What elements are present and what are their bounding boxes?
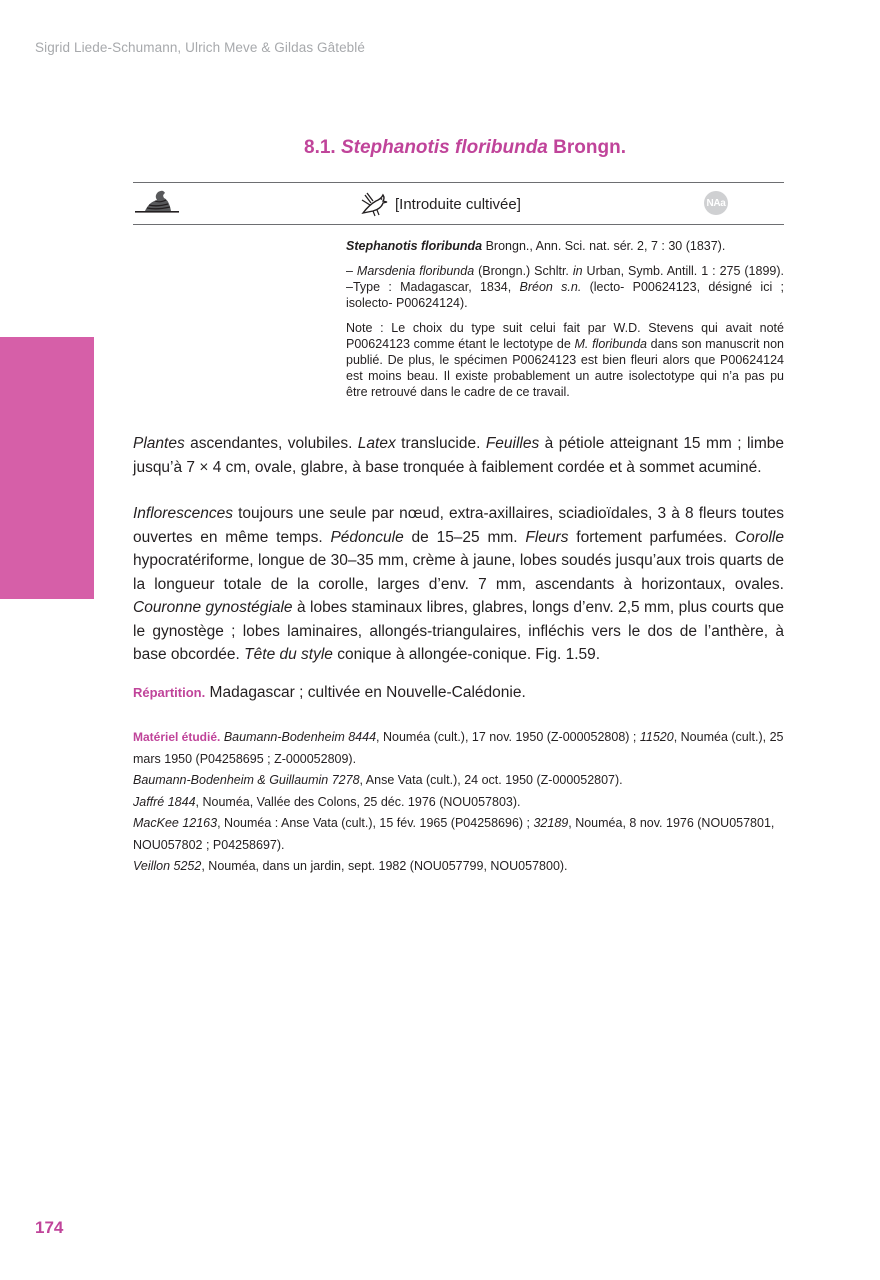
text-run-1: , Nouméa, dans un jardin, sept. 1982 (NOU057799, NOU057800). xyxy=(201,859,568,873)
distribution-text: Madagascar ; cultivée en Nouvelle-Calédonie. xyxy=(205,684,526,701)
synonym-citation xyxy=(346,263,784,311)
text-run-3: de 15–25 mm. xyxy=(403,528,526,546)
text-run-7: hypocratériforme, longue de 30–35 mm, crème à jaune, lobes soudés jusqu’aux trois quarts de la longueur totale de la corolle, larges d’env. 7 mm, ascendants à horizontaux, ovales. xyxy=(133,552,784,593)
status-label: [Introduite cultivée] xyxy=(395,195,521,213)
status-bar xyxy=(133,182,784,225)
text-run-3: translucide. xyxy=(395,435,486,452)
section-title xyxy=(0,137,880,159)
synonym-in: in xyxy=(572,264,583,278)
italic-run-2: 32189 xyxy=(533,816,569,830)
italic-run-2: 11520 xyxy=(639,730,674,744)
italic-run-10: Tête du style xyxy=(244,646,333,663)
note-start: Note : Le choix du type suit celui fait par W.D. Stevens qui avait noté P00624123 comme étant le lectotype de xyxy=(346,321,784,351)
page-number: 174 xyxy=(35,1218,64,1237)
description-paragraph-1 xyxy=(133,432,784,479)
italic-run-4: Feuilles xyxy=(485,435,540,452)
italic-run-0: Plantes xyxy=(133,435,185,452)
distribution-label: Répartition. xyxy=(133,685,206,700)
type-note xyxy=(346,320,784,400)
distribution xyxy=(133,681,784,705)
italic-run-0: Baumann-Bodenheim 8444 xyxy=(223,730,377,744)
italic-run-8: Couronne gynostégiale xyxy=(133,599,293,616)
note-name: M. floribunda xyxy=(574,337,647,351)
section-species-name: Stephanotis floribunda xyxy=(340,137,548,158)
text-run-1: , Nouméa, Vallée des Colons, 25 déc. 1976 (NOU057803). xyxy=(195,794,521,809)
italic-run-2: Latex xyxy=(357,435,396,452)
section-authority: Brongn. xyxy=(553,137,626,158)
italic-run-2: Pédoncule xyxy=(330,528,404,546)
status-center xyxy=(359,190,521,218)
synonym-name: Marsdenia floribunda xyxy=(356,264,475,278)
type-collector: Bréon s.n. xyxy=(519,280,582,294)
synonym-citation-text: Urban, Symb. Antill. 1 : 275 (1899). –Type : Madagascar, 1834, xyxy=(346,264,784,294)
italic-run-6: Corolle xyxy=(734,528,784,546)
text-run-5: à pétiole atteignant 15 mm ; limbe jusqu’à 7 × 4 cm, ovale, glabre, à base tronquée à faiblement cordée et à sommet acuminé. xyxy=(133,435,784,476)
material-line-3 xyxy=(133,792,784,814)
material-examined xyxy=(133,727,784,878)
accepted-name: Stephanotis floribunda xyxy=(346,239,483,253)
section-number: 8.1. xyxy=(304,137,336,158)
italic-run-0: Inflorescences xyxy=(133,505,233,522)
description-vegetative xyxy=(133,432,784,479)
liana-habit-icon xyxy=(135,189,179,217)
text-run-5: fortement parfumées. xyxy=(568,528,735,546)
text-run-1: ascendantes, volubiles. xyxy=(184,435,358,452)
italic-run-0: MacKee 12163 xyxy=(133,816,218,830)
note-end: dans son manuscrit non publié. De plus, le spécimen P00624123 est bien fleuri alors que P00624124 est moins beau. Il existe probablement un autre isolectotype qui n’a pas pu être retrouvé dans le cadre de ce travail. xyxy=(346,337,784,399)
synonym-authority: (Brongn.) Schltr. xyxy=(474,264,573,278)
text-run-11: conique à allongée-conique. Fig. 1.59. xyxy=(332,646,601,663)
italic-run-4: Fleurs xyxy=(525,528,569,546)
material-line-1 xyxy=(133,727,784,770)
italic-run-0: Veillon 5252 xyxy=(133,859,202,873)
text-run-3: , Nouméa, 8 nov. 1976 (NOU057801, NOU057802 ; P04258697). xyxy=(133,816,775,852)
text-run-1: , Nouméa : Anse Vata (cult.), 15 fév. 1965 (P04258696) ; xyxy=(217,816,534,830)
synonym-dash: – xyxy=(346,264,357,278)
italic-run-0: Baumann-Bodenheim & Guillaumin 7278 xyxy=(133,773,360,787)
material-line-4 xyxy=(133,813,784,856)
material-line-2 xyxy=(133,770,784,792)
material-label: Matériel étudié. xyxy=(133,730,221,744)
text-run-1: toujours une seule par nœud, extra-axillaires, sciadioïdales, 3 à 8 fleurs toutes ouvertes en même temps. xyxy=(133,505,784,546)
bird-icon xyxy=(359,191,389,217)
text-run-1: , Anse Vata (cult.), 24 oct. 1950 (Z-000052807). xyxy=(359,773,623,787)
description-reproductive xyxy=(133,502,784,667)
material-line-1-text xyxy=(133,730,783,766)
italic-run-0: Jaffré 1844 xyxy=(133,794,196,809)
text-run-9: à lobes staminaux libres, glabres, longs d’env. 2,5 mm, plus courts que le gynostège ; lobes laminaires, allongés-triangulaires, infléchis vers le dos de l’anthère, à base obcordée. xyxy=(133,599,784,663)
accepted-name-citation xyxy=(346,238,784,254)
running-header: Sigrid Liede-Schumann, Ulrich Meve & Gildas Gâteblé xyxy=(35,40,366,55)
text-run-1: , Nouméa (cult.), 17 nov. 1950 (Z-000052808) ; xyxy=(376,730,640,744)
naa-status-badge: NAa xyxy=(704,191,728,215)
accepted-citation: Brongn., Ann. Sci. nat. sér. 2, 7 : 30 (1837). xyxy=(482,239,726,253)
nomenclature-block xyxy=(346,238,784,409)
text-run-3: , Nouméa (cult.), 25 mars 1950 (P04258695 ; Z-000052809). xyxy=(133,730,784,766)
material-line-5 xyxy=(133,856,784,878)
chapter-side-tab xyxy=(0,337,94,599)
description-paragraph-2 xyxy=(133,502,784,667)
type-details: (lecto- P00624123, désigné ici ; isolecto- P00624124). xyxy=(346,280,784,310)
